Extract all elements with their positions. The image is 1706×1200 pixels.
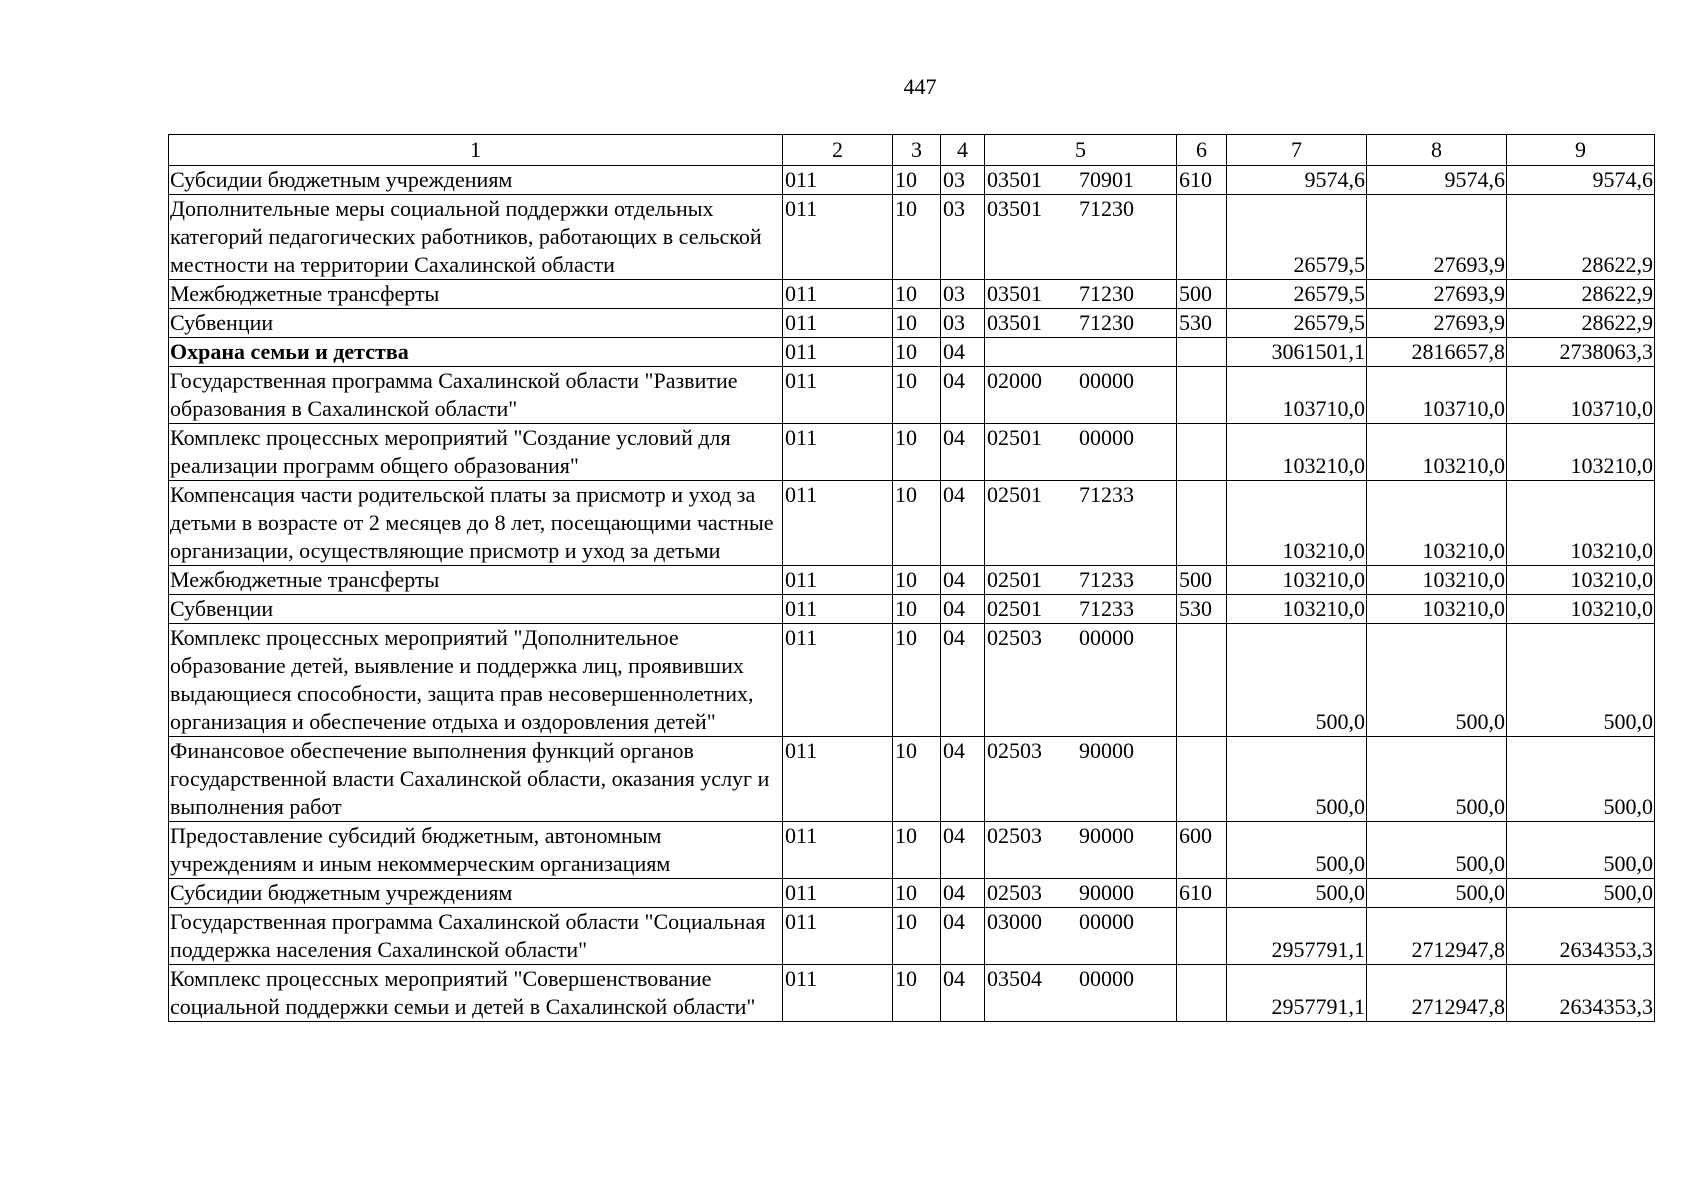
admin-code-cell: 011 [783, 879, 893, 908]
row-name-cell: Субвенции [169, 595, 783, 624]
amount-year1-cell: 103710,0 [1227, 367, 1367, 424]
column-header-9: 9 [1507, 135, 1655, 166]
column-header-1: 1 [169, 135, 783, 166]
table-row [169, 595, 1655, 624]
row-name-cell: Межбюджетные трансферты [169, 280, 783, 309]
table-body [169, 166, 1655, 1022]
table-row [169, 624, 1655, 737]
amount-year1-cell: 2957791,1 [1227, 908, 1367, 965]
target-article-direction: 70901 [1079, 167, 1134, 192]
target-article-cell [985, 822, 1177, 879]
target-article-program: 02503 [987, 880, 1042, 905]
amount-year3-cell: 2634353,3 [1507, 908, 1655, 965]
target-article-cell [985, 879, 1177, 908]
expense-type-cell: 500 [1177, 566, 1227, 595]
admin-code-cell: 011 [783, 822, 893, 879]
amount-year2-cell: 500,0 [1367, 737, 1507, 822]
target-article-direction: 71233 [1079, 567, 1134, 592]
amount-year3-cell: 9574,6 [1507, 166, 1655, 195]
amount-year2-cell: 500,0 [1367, 624, 1507, 737]
target-article-program: 03501 [987, 310, 1042, 335]
amount-year2-cell: 103210,0 [1367, 566, 1507, 595]
subsection-code-cell: 04 [941, 338, 985, 367]
amount-year1-cell: 26579,5 [1227, 280, 1367, 309]
column-header-3: 3 [893, 135, 941, 166]
target-article-program: 02501 [987, 596, 1042, 621]
target-article-program: 03501 [987, 167, 1042, 192]
subsection-code-cell: 03 [941, 280, 985, 309]
table-row [169, 309, 1655, 338]
target-article-cell [985, 566, 1177, 595]
row-name-cell: Субвенции [169, 309, 783, 338]
column-header-2: 2 [783, 135, 893, 166]
subsection-code-cell: 04 [941, 822, 985, 879]
target-article-direction: 71233 [1079, 596, 1134, 621]
section-code-cell: 10 [893, 481, 941, 566]
expense-type-cell: 530 [1177, 309, 1227, 338]
expense-type-cell [1177, 737, 1227, 822]
row-name-cell: Предоставление субсидий бюджетным, автономным учреждениям и иным некоммерческим организациям [169, 822, 783, 879]
target-article-direction: 90000 [1079, 823, 1134, 848]
amount-year2-cell: 2712947,8 [1367, 965, 1507, 1022]
target-article-direction: 00000 [1079, 966, 1134, 991]
amount-year2-cell: 103210,0 [1367, 481, 1507, 566]
amount-year2-cell: 9574,6 [1367, 166, 1507, 195]
expense-type-cell: 610 [1177, 166, 1227, 195]
row-name-cell: Дополнительные меры социальной поддержки отдельных категорий педагогических работников, работающих в сельской местности на территории Сахалинской области [169, 195, 783, 280]
admin-code-cell: 011 [783, 481, 893, 566]
section-code-cell: 10 [893, 624, 941, 737]
amount-year1-cell: 500,0 [1227, 737, 1367, 822]
amount-year3-cell: 500,0 [1507, 879, 1655, 908]
target-article-direction: 71233 [1079, 482, 1134, 507]
target-article-cell [985, 280, 1177, 309]
target-article-direction: 00000 [1079, 909, 1134, 934]
target-article-program: 02501 [987, 425, 1042, 450]
table-row [169, 822, 1655, 879]
amount-year3-cell: 28622,9 [1507, 309, 1655, 338]
amount-year2-cell: 27693,9 [1367, 280, 1507, 309]
target-article-cell [985, 367, 1177, 424]
amount-year3-cell: 28622,9 [1507, 195, 1655, 280]
target-article-cell [985, 309, 1177, 338]
amount-year1-cell: 103210,0 [1227, 424, 1367, 481]
section-code-cell: 10 [893, 166, 941, 195]
budget-table [168, 134, 1655, 1022]
admin-code-cell: 011 [783, 566, 893, 595]
expense-type-cell [1177, 481, 1227, 566]
target-article-cell [985, 737, 1177, 822]
subsection-code-cell: 04 [941, 737, 985, 822]
amount-year3-cell: 2738063,3 [1507, 338, 1655, 367]
admin-code-cell: 011 [783, 367, 893, 424]
amount-year1-cell: 3061501,1 [1227, 338, 1367, 367]
target-article-cell [985, 908, 1177, 965]
section-code-cell: 10 [893, 367, 941, 424]
expense-type-cell [1177, 424, 1227, 481]
subsection-code-cell: 04 [941, 965, 985, 1022]
amount-year2-cell: 103710,0 [1367, 367, 1507, 424]
amount-year1-cell: 26579,5 [1227, 309, 1367, 338]
target-article-program: 02503 [987, 625, 1042, 650]
admin-code-cell: 011 [783, 424, 893, 481]
amount-year3-cell: 103210,0 [1507, 424, 1655, 481]
amount-year3-cell: 500,0 [1507, 624, 1655, 737]
column-header-7: 7 [1227, 135, 1367, 166]
column-header-6: 6 [1177, 135, 1227, 166]
target-article-direction: 90000 [1079, 738, 1134, 763]
target-article-program: 03000 [987, 909, 1042, 934]
amount-year3-cell: 103210,0 [1507, 566, 1655, 595]
amount-year2-cell: 2816657,8 [1367, 338, 1507, 367]
target-article-cell [985, 481, 1177, 566]
expense-type-cell [1177, 965, 1227, 1022]
target-article-direction: 00000 [1079, 625, 1134, 650]
table-row [169, 195, 1655, 280]
admin-code-cell: 011 [783, 195, 893, 280]
row-name-cell: Государственная программа Сахалинской области "Развитие образования в Сахалинской области" [169, 367, 783, 424]
amount-year3-cell: 103210,0 [1507, 481, 1655, 566]
target-article-program: 02503 [987, 823, 1042, 848]
page-number: 447 [903, 74, 937, 99]
target-article-direction: 71230 [1079, 281, 1134, 306]
admin-code-cell: 011 [783, 338, 893, 367]
section-code-cell: 10 [893, 424, 941, 481]
target-article-cell [985, 166, 1177, 195]
section-code-cell: 10 [893, 595, 941, 624]
section-code-cell: 10 [893, 280, 941, 309]
admin-code-cell: 011 [783, 309, 893, 338]
section-code-cell: 10 [893, 965, 941, 1022]
row-name-cell: Государственная программа Сахалинской области "Социальная поддержка населения Сахалинской области" [169, 908, 783, 965]
table-row [169, 338, 1655, 367]
target-article-cell [985, 965, 1177, 1022]
subsection-code-cell: 04 [941, 879, 985, 908]
table-row [169, 566, 1655, 595]
amount-year2-cell: 103210,0 [1367, 424, 1507, 481]
row-name-cell: Субсидии бюджетным учреждениям [169, 879, 783, 908]
admin-code-cell: 011 [783, 624, 893, 737]
row-name-cell: Компенсация части родительской платы за присмотр и уход за детьми в возрасте от 2 месяцев до 8 лет, посещающими частные организации, осуществляющие присмотр и уход за детьми [169, 481, 783, 566]
column-header-4: 4 [941, 135, 985, 166]
expense-type-cell: 500 [1177, 280, 1227, 309]
section-code-cell: 10 [893, 309, 941, 338]
subsection-code-cell: 04 [941, 566, 985, 595]
amount-year2-cell: 27693,9 [1367, 195, 1507, 280]
table-row [169, 737, 1655, 822]
expense-type-cell [1177, 624, 1227, 737]
subsection-code-cell: 04 [941, 424, 985, 481]
target-article-direction: 71230 [1079, 196, 1134, 221]
subsection-code-cell: 04 [941, 908, 985, 965]
amount-year1-cell: 500,0 [1227, 822, 1367, 879]
amount-year2-cell: 500,0 [1367, 822, 1507, 879]
expense-type-cell: 530 [1177, 595, 1227, 624]
header-row [169, 135, 1655, 166]
target-article-direction: 00000 [1079, 368, 1134, 393]
amount-year1-cell: 26579,5 [1227, 195, 1367, 280]
section-code-cell: 10 [893, 737, 941, 822]
column-header-8: 8 [1367, 135, 1507, 166]
amount-year2-cell: 2712947,8 [1367, 908, 1507, 965]
table-row [169, 908, 1655, 965]
expense-type-cell: 600 [1177, 822, 1227, 879]
target-article-program: 02501 [987, 482, 1042, 507]
table-row [169, 965, 1655, 1022]
table-row [169, 166, 1655, 195]
amount-year2-cell: 27693,9 [1367, 309, 1507, 338]
target-article-cell [985, 595, 1177, 624]
expense-type-cell [1177, 908, 1227, 965]
amount-year3-cell: 500,0 [1507, 737, 1655, 822]
subsection-code-cell: 03 [941, 166, 985, 195]
expense-type-cell [1177, 195, 1227, 280]
column-header-5: 5 [985, 135, 1177, 166]
target-article-direction: 71230 [1079, 310, 1134, 335]
amount-year3-cell: 103710,0 [1507, 367, 1655, 424]
row-name-cell: Межбюджетные трансферты [169, 566, 783, 595]
admin-code-cell: 011 [783, 737, 893, 822]
section-code-cell: 10 [893, 195, 941, 280]
amount-year1-cell: 2957791,1 [1227, 965, 1367, 1022]
admin-code-cell: 011 [783, 166, 893, 195]
amount-year1-cell: 500,0 [1227, 624, 1367, 737]
row-name-cell: Комплекс процессных мероприятий "Создание условий для реализации программ общего образования" [169, 424, 783, 481]
row-name-cell: Комплекс процессных мероприятий "Дополнительное образование детей, выявление и поддержка лиц, проявивших выдающиеся способности, защита прав несовершеннолетних, организация и обеспечение отдыха и оздоровления детей" [169, 624, 783, 737]
admin-code-cell: 011 [783, 595, 893, 624]
target-article-program: 02501 [987, 567, 1042, 592]
admin-code-cell: 011 [783, 908, 893, 965]
subsection-code-cell: 04 [941, 624, 985, 737]
target-article-program: 03501 [987, 196, 1042, 221]
section-code-cell: 10 [893, 566, 941, 595]
target-article-cell [985, 195, 1177, 280]
expense-type-cell [1177, 367, 1227, 424]
amount-year1-cell: 500,0 [1227, 879, 1367, 908]
target-article-cell [985, 624, 1177, 737]
target-article-direction: 00000 [1079, 425, 1134, 450]
subsection-code-cell: 04 [941, 367, 985, 424]
section-code-cell: 10 [893, 879, 941, 908]
target-article-program: 02000 [987, 368, 1042, 393]
amount-year3-cell: 500,0 [1507, 822, 1655, 879]
subsection-code-cell: 04 [941, 595, 985, 624]
admin-code-cell: 011 [783, 965, 893, 1022]
table-row [169, 280, 1655, 309]
row-name-cell: Охрана семьи и детства [169, 338, 783, 367]
target-article-program: 03504 [987, 966, 1042, 991]
subsection-code-cell: 03 [941, 195, 985, 280]
expense-type-cell: 610 [1177, 879, 1227, 908]
target-article-direction: 90000 [1079, 880, 1134, 905]
amount-year3-cell: 2634353,3 [1507, 965, 1655, 1022]
amount-year1-cell: 103210,0 [1227, 481, 1367, 566]
row-name-cell: Субсидии бюджетным учреждениям [169, 166, 783, 195]
amount-year2-cell: 103210,0 [1367, 595, 1507, 624]
section-code-cell: 10 [893, 908, 941, 965]
subsection-code-cell: 03 [941, 309, 985, 338]
row-name-cell: Финансовое обеспечение выполнения функций органов государственной власти Сахалинской области, оказания услуг и выполнения работ [169, 737, 783, 822]
target-article-cell [985, 338, 1177, 367]
table-row [169, 367, 1655, 424]
amount-year3-cell: 28622,9 [1507, 280, 1655, 309]
expense-type-cell [1177, 338, 1227, 367]
target-article-program: 03501 [987, 281, 1042, 306]
section-code-cell: 10 [893, 338, 941, 367]
table-row [169, 879, 1655, 908]
amount-year1-cell: 103210,0 [1227, 566, 1367, 595]
table-row [169, 424, 1655, 481]
amount-year2-cell: 500,0 [1367, 879, 1507, 908]
target-article-program: 02503 [987, 738, 1042, 763]
amount-year1-cell: 9574,6 [1227, 166, 1367, 195]
subsection-code-cell: 04 [941, 481, 985, 566]
table-row [169, 481, 1655, 566]
admin-code-cell: 011 [783, 280, 893, 309]
row-name-cell: Комплекс процессных мероприятий "Совершенствование социальной поддержки семьи и детей в Сахалинской области" [169, 965, 783, 1022]
amount-year1-cell: 103210,0 [1227, 595, 1367, 624]
amount-year3-cell: 103210,0 [1507, 595, 1655, 624]
target-article-cell [985, 424, 1177, 481]
section-code-cell: 10 [893, 822, 941, 879]
